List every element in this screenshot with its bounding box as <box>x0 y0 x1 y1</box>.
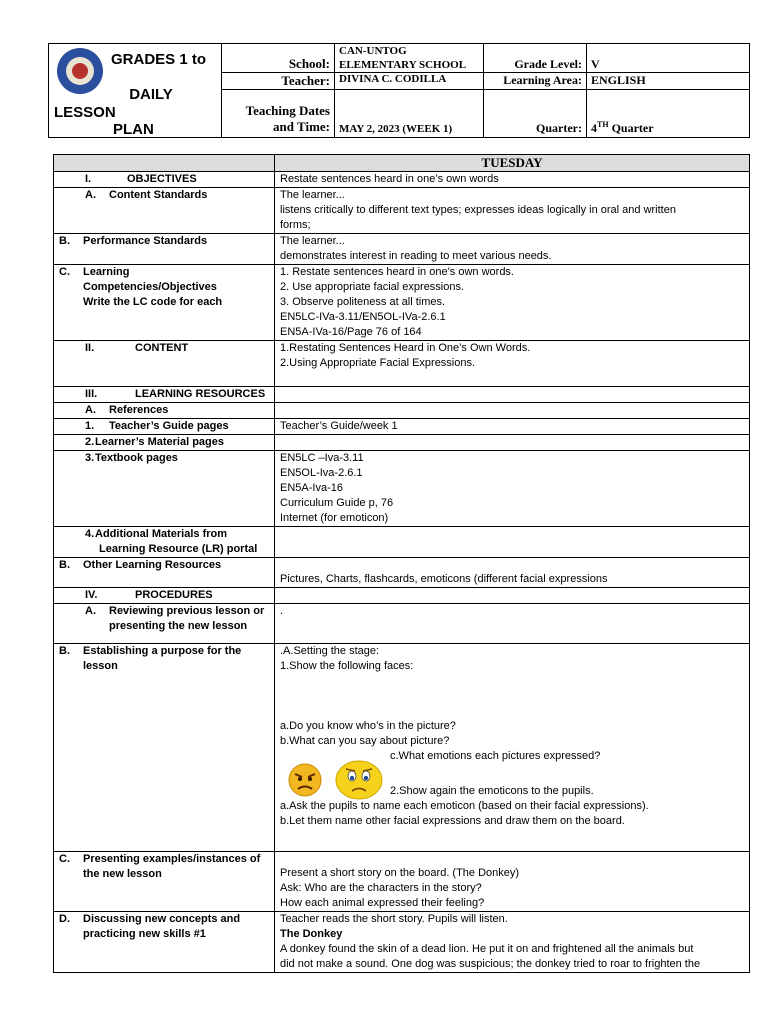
reviewing-label: A. Reviewing previous lesson or presenting the new lesson <box>54 604 275 644</box>
reviewing-text: . <box>275 604 750 644</box>
performance-standards-text: The learner... demonstrates interest in reading to meet various needs. <box>275 234 750 265</box>
discussing-label: D. Discussing new concepts and practicing new skills #1 <box>54 912 275 973</box>
teaching-dates-label: Teaching Dates and Time: <box>222 90 335 138</box>
content-standards-text: The learner... listens critically to different text types; expresses ideas logically in oral and written forms; <box>275 188 750 234</box>
procedures-text <box>275 588 750 604</box>
purpose-text: .A.Setting the stage: 1.Show the following faces: a.Do you know who’s in the picture? b.What can you say about picture? c.What emotions each pictures expressed? 2.Show again the emoticons to the pupils. a.Ask the pupils to name each emoticon (based on their facial expressions). b.Let them name other facial expressions and draw them on the board. <box>275 644 750 852</box>
school-label: School: <box>222 44 335 73</box>
references-text <box>275 403 750 419</box>
teacher-value: DIVINA C. CODILLA <box>335 73 484 90</box>
learning-resources-label: III. LEARNING RESOURCES <box>54 387 275 403</box>
content-label: II. CONTENT <box>54 341 275 387</box>
competencies-label: C. Learning Competencies/Objectives Write the LC code for each <box>54 265 275 341</box>
teaching-dates-value: MAY 2, 2023 (WEEK 1) <box>335 90 484 138</box>
header-table <box>48 43 750 138</box>
deped-seal-logo <box>57 48 103 94</box>
learners-material-label: 2.Learner’s Material pages <box>54 435 275 451</box>
learning-area-label: Learning Area: <box>484 73 587 90</box>
teacher-label: Teacher: <box>222 73 335 90</box>
presenting-label: C. Presenting examples/instances of the new lesson <box>54 852 275 912</box>
title-line-2: DAILY <box>129 86 173 103</box>
teachers-guide-text: Teacher’s Guide/week 1 <box>275 419 750 435</box>
competencies-text: 1. Restate sentences heard in one’s own words. 2. Use appropriate facial expressions. 3. Observe politeness at all times. EN5LC-IVa-3.11/EN5OL-IVa-2.6.1 EN5A-IVa-16/Page 76 of 164 <box>275 265 750 341</box>
quarter-label: Quarter: <box>484 90 587 138</box>
grade-level-label: Grade Level: <box>484 44 587 73</box>
textbook-label: 3.Textbook pages <box>54 451 275 527</box>
performance-standards-label: B. Performance Standards <box>54 234 275 265</box>
purpose-label: B. Establishing a purpose for the lesson <box>54 644 275 852</box>
objectives-label: I. OBJECTIVES <box>54 172 275 188</box>
title-cell <box>49 44 222 138</box>
quarter-value: 4TH Quarter <box>587 90 750 138</box>
references-label: A. References <box>54 403 275 419</box>
other-resources-label: B. Other Learning Resources <box>54 558 275 588</box>
objectives-text: Restate sentences heard in one’s own words <box>275 172 750 188</box>
learners-material-text <box>275 435 750 451</box>
teachers-guide-label: 1. Teacher’s Guide pages <box>54 419 275 435</box>
learning-resources-text <box>275 387 750 403</box>
day-header-blank <box>54 155 275 172</box>
presenting-text: Present a short story on the board. (The Donkey) Ask: Who are the characters in the story? How each animal expressed their feeling? <box>275 852 750 912</box>
angry-emoticon-icon <box>287 762 323 798</box>
school-value: CAN-UNTOG ELEMENTARY SCHOOL <box>335 44 484 73</box>
title-line-3: LESSON <box>54 104 116 121</box>
additional-materials-text <box>275 527 750 558</box>
textbook-text: EN5LC –Iva-3.11 EN5OL-Iva-2.6.1 EN5A-Iva-16 Curriculum Guide p, 76 Internet (for emoticon) <box>275 451 750 527</box>
sad-emoticon-icon <box>335 760 383 800</box>
content-standards-label: A. Content Standards <box>54 188 275 234</box>
title-line-4: PLAN <box>113 121 154 138</box>
additional-materials-label: 4.Additional Materials from Learning Resource (LR) portal <box>54 527 275 558</box>
grade-level-value: V <box>587 44 750 73</box>
learning-area-value: ENGLISH <box>587 73 750 90</box>
title-line-1: GRADES 1 to <box>111 51 207 68</box>
procedures-label: IV. PROCEDURES <box>54 588 275 604</box>
discussing-text: Teacher reads the short story. Pupils will listen. The Donkey A donkey found the skin of a dead lion. He put it on and frightened all the animals but did not make a sound. One dog was suspicious; the donkey tried to roar to frighten the <box>275 912 750 973</box>
day-header: TUESDAY <box>275 155 750 172</box>
other-resources-text: Pictures, Charts, flashcards, emoticons (different facial expressions <box>275 558 750 588</box>
lesson-plan-table <box>53 154 750 973</box>
content-text: 1.Restating Sentences Heard in One’s Own Words. 2.Using Appropriate Facial Expressions. <box>275 341 750 387</box>
story-title: The Donkey <box>280 928 343 940</box>
